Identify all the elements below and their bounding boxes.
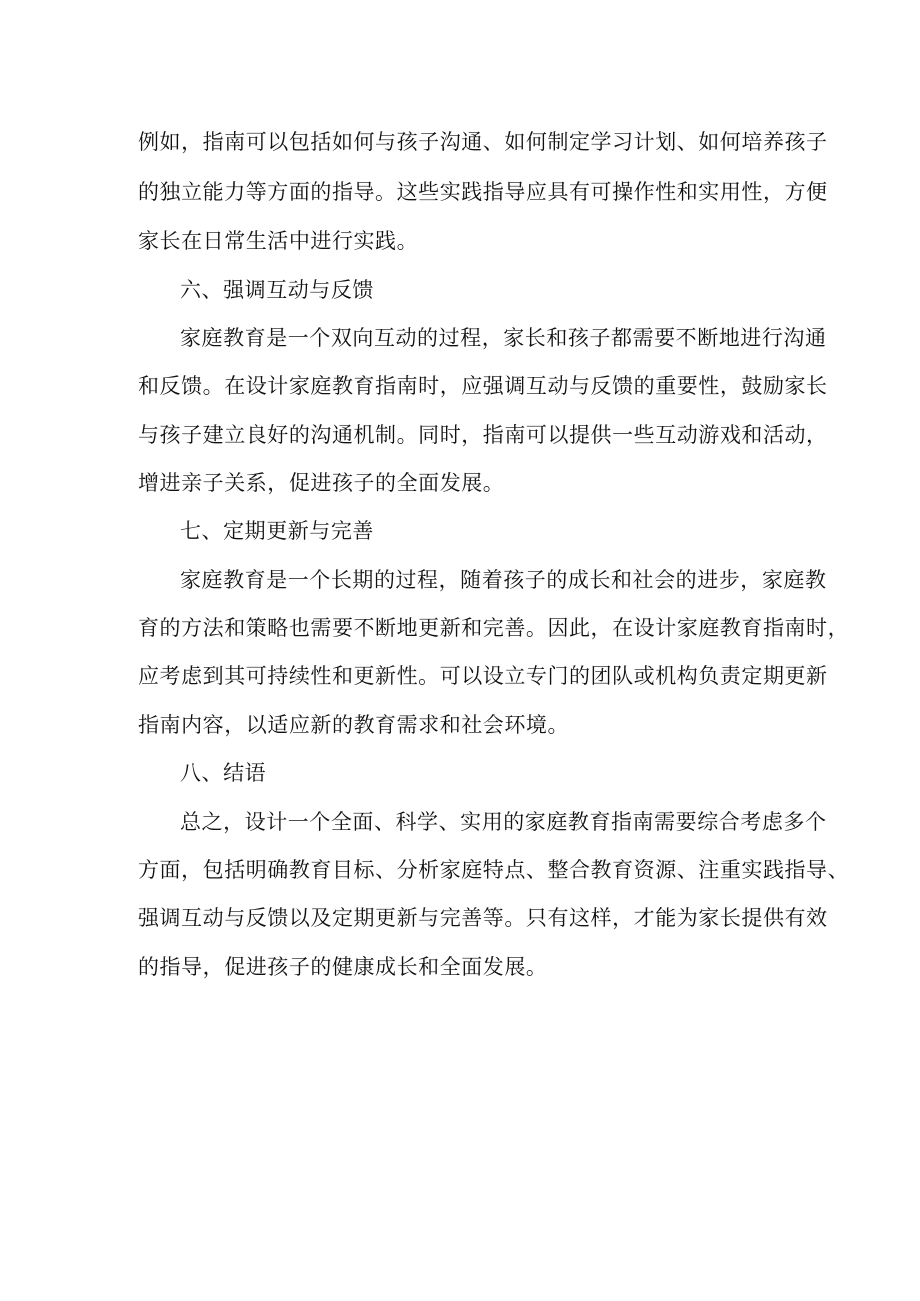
paragraph-line: 和反馈。在设计家庭教育指南时，应强调互动与反馈的重要性，鼓励家长 <box>138 374 828 398</box>
section-heading: 六、强调互动与反馈 <box>180 278 374 302</box>
paragraph-line: 总之，设计一个全面、科学、实用的家庭教育指南需要综合考虑多个 <box>180 810 827 834</box>
paragraph-line: 家庭教育是一个长期的过程，随着孩子的成长和社会的进步，家庭教 <box>180 568 827 592</box>
paragraph-line: 的独立能力等方面的指导。这些实践指导应具有可操作性和实用性，方便 <box>138 180 828 204</box>
section-heading: 八、结语 <box>180 761 267 785</box>
paragraph-line: 增进亲子关系，促进孩子的全面发展。 <box>138 471 505 495</box>
paragraph-line: 方面，包括明确教育目标、分析家庭特点、整合教育资源、注重实践指导、 <box>138 858 850 882</box>
paragraph-line: 例如，指南可以包括如何与孩子沟通、如何制定学习计划、如何培养孩子 <box>138 130 828 154</box>
paragraph-line: 育的方法和策略也需要不断地更新和完善。因此，在设计家庭教育指南时， <box>138 616 850 640</box>
paragraph-line: 强调互动与反馈以及定期更新与完善等。只有这样，才能为家长提供有效 <box>138 906 828 930</box>
paragraph-line: 家庭教育是一个双向互动的过程，家长和孩子都需要不断地进行沟通 <box>180 326 827 350</box>
paragraph-line: 应考虑到其可持续性和更新性。可以设立专门的团队或机构负责定期更新 <box>138 664 828 688</box>
paragraph-line: 家长在日常生活中进行实践。 <box>138 229 419 253</box>
section-heading: 七、定期更新与完善 <box>180 519 374 543</box>
paragraph-line: 的指导，促进孩子的健康成长和全面发展。 <box>138 955 548 979</box>
paragraph-line: 指南内容，以适应新的教育需求和社会环境。 <box>138 713 569 737</box>
paragraph-line: 与孩子建立良好的沟通机制。同时，指南可以提供一些互动游戏和活动， <box>138 423 828 447</box>
